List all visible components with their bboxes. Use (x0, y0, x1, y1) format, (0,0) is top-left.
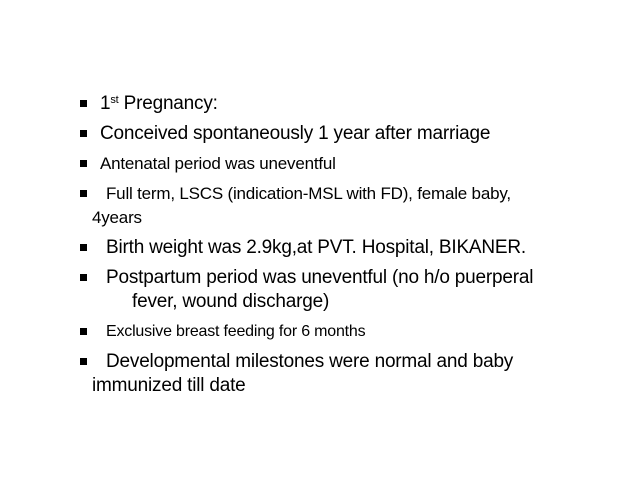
square-bullet-icon (80, 358, 87, 365)
list-item (80, 122, 620, 146)
square-bullet-icon (80, 160, 87, 167)
square-bullet-icon (80, 328, 87, 335)
bullet-text-line-1: Full term, LSCS (indication-MSL with FD), female baby, (106, 184, 511, 203)
bullet-text: Exclusive breast feeding for 6 months (106, 323, 366, 340)
list-item (80, 92, 620, 116)
list-item (80, 320, 620, 344)
list-item (80, 266, 620, 314)
square-bullet-icon (80, 274, 87, 281)
bullet-text: Birth weight was 2.9kg,at PVT. Hospital, BIKANER. (106, 237, 526, 258)
ordinal-suffix: st (110, 94, 119, 106)
bullet-text: Pregnancy: (118, 93, 218, 114)
bullet-text: Conceived spontaneously 1 year after marriage (100, 123, 491, 144)
square-bullet-icon (80, 100, 87, 107)
bullet-number: 1 (100, 93, 111, 114)
list-item (80, 152, 620, 176)
bullet-text-line-1: Developmental milestones were normal and baby (106, 351, 514, 372)
square-bullet-icon (80, 190, 87, 197)
square-bullet-icon (80, 244, 87, 251)
list-item (80, 236, 620, 260)
list-item (80, 350, 620, 398)
list-item (80, 182, 620, 230)
bullet-text-line-2: fever, wound discharge) (132, 291, 330, 312)
bullet-text: Antenatal period was uneventful (100, 154, 336, 173)
bullet-text-line-1: Postpartum period was uneventful (no h/o puerperal (106, 267, 534, 288)
bullet-text-line-2: immunized till date (92, 375, 246, 396)
bullet-list (80, 92, 620, 404)
bullet-text-line-2: 4years (92, 208, 142, 227)
square-bullet-icon (80, 130, 87, 137)
